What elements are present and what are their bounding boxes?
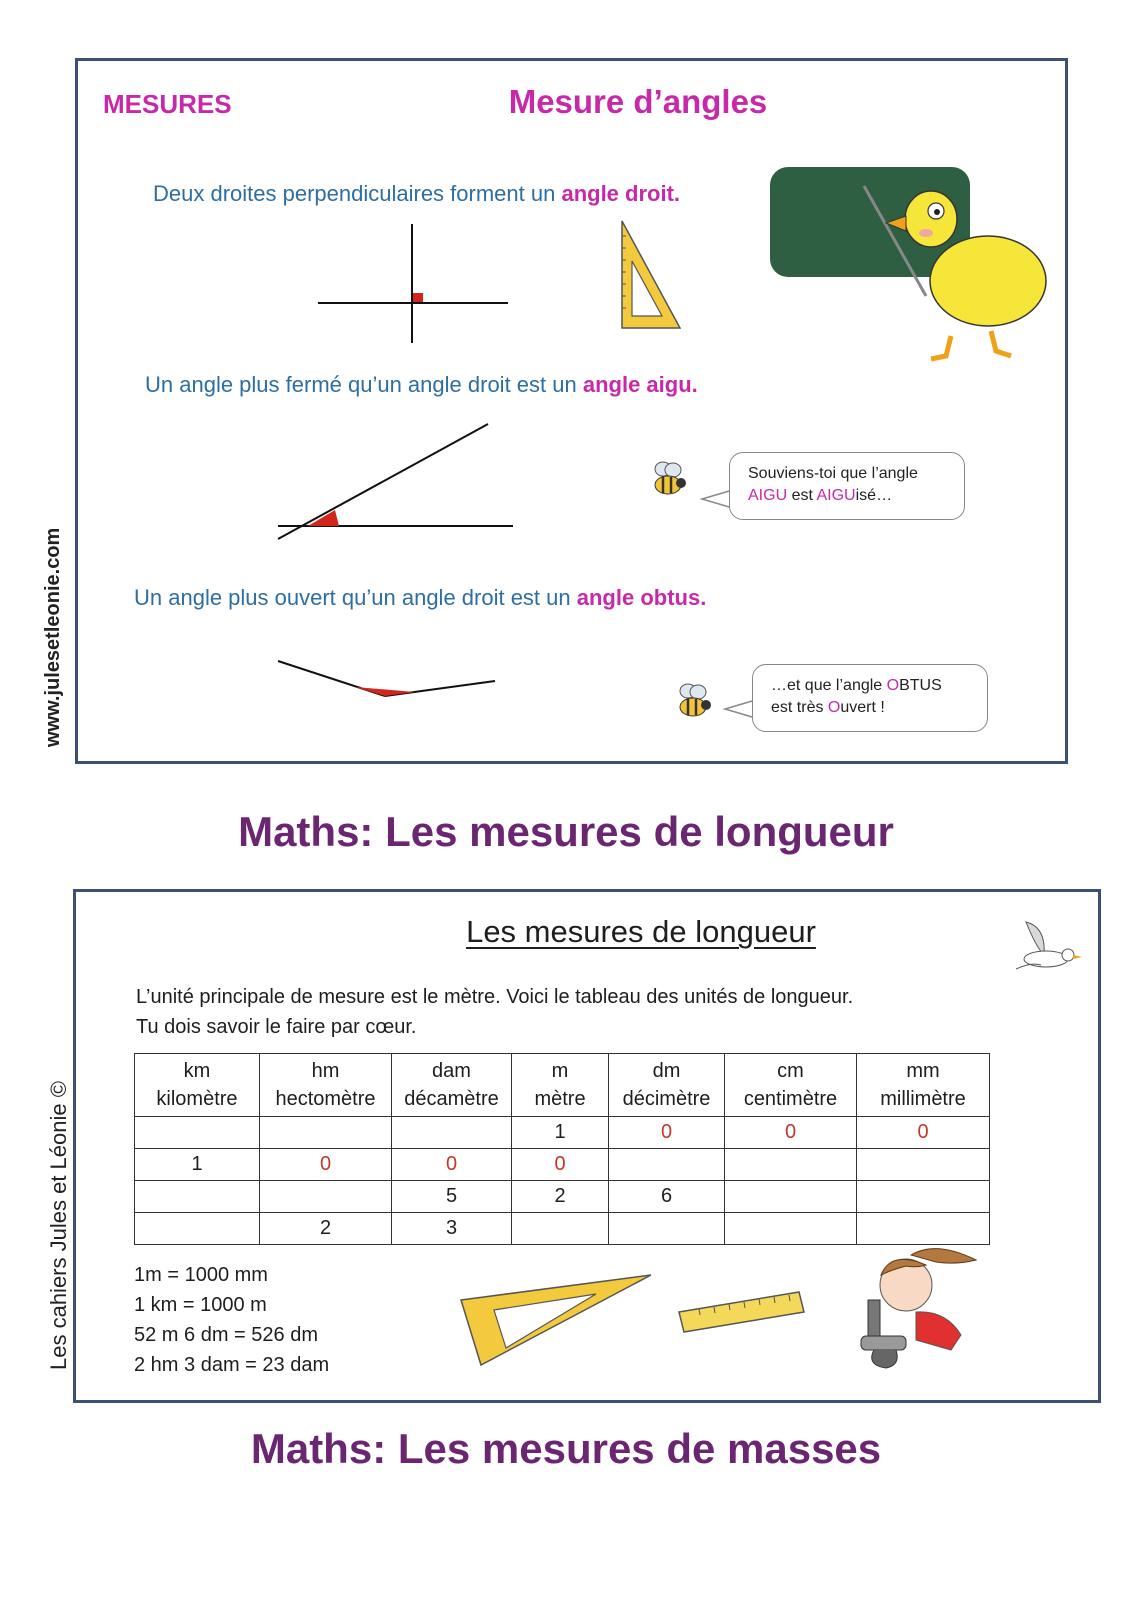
sentence-right-angle: Deux droites perpendiculaires forment un angle droit. — [153, 181, 681, 206]
table-header-cell: mm millimètre — [857, 1054, 990, 1117]
section-heading-masses: Maths: Les mesures de masses — [250, 1425, 882, 1472]
table-cell — [725, 1213, 857, 1245]
set-square-icon — [616, 216, 686, 336]
equations-list — [134, 1260, 329, 1380]
speech-bubble-obtuse: …et que l’angle OBTUS est très Ouvert ! — [752, 664, 988, 732]
table-cell: 0 — [512, 1149, 609, 1181]
obtuse-angle-drawing — [273, 651, 503, 711]
ruler-icon — [674, 1287, 809, 1342]
table-cell — [609, 1149, 725, 1181]
table-cell — [857, 1149, 990, 1181]
table-cell — [857, 1181, 990, 1213]
girl-microscope-illustration — [856, 1240, 986, 1375]
units-table — [134, 1053, 990, 1245]
table-header-cell: dm décimètre — [609, 1054, 725, 1117]
table-row — [135, 1181, 990, 1213]
table-cell — [260, 1117, 392, 1149]
table-cell — [260, 1181, 392, 1213]
table-cell: 5 — [392, 1181, 512, 1213]
table-header-cell: m mètre — [512, 1054, 609, 1117]
table-cell — [135, 1117, 260, 1149]
sentence-obtuse-angle: Un angle plus ouvert qu’un angle droit est un angle obtus. — [134, 585, 707, 610]
equation: 52 m 6 dm = 526 dm — [134, 1324, 318, 1346]
table-cell — [135, 1213, 260, 1245]
intro-text: L’unité principale de mesure est le mètre. Voici le tableau des unités de longueur. Tu dois savoir le faire par cœur. — [136, 986, 854, 1038]
bee-icon — [643, 459, 693, 501]
seagull-icon — [1006, 917, 1086, 982]
angles-card — [75, 58, 1068, 764]
equation: 1m = 1000 mm — [134, 1264, 268, 1286]
acute-angle-drawing — [273, 416, 518, 546]
table-cell: 3 — [392, 1213, 512, 1245]
length-card — [73, 889, 1101, 1403]
table-cell: 0 — [857, 1117, 990, 1149]
table-cell: 0 — [392, 1149, 512, 1181]
section-heading-length: Maths: Les mesures de longueur — [238, 808, 894, 855]
sentence-acute-angle: Un angle plus fermé qu’un angle droit est un angle aigu. — [145, 372, 698, 397]
table-row — [135, 1117, 990, 1149]
duck-teacher-illustration — [766, 161, 1056, 366]
table-header-cell: hm hectomètre — [260, 1054, 392, 1117]
table-header-cell: cm centimètre — [725, 1054, 857, 1117]
table-cell — [725, 1181, 857, 1213]
bee-icon-2 — [668, 681, 718, 723]
category-label: MESURES — [103, 89, 232, 119]
table-header-row — [135, 1054, 990, 1117]
table-cell — [512, 1213, 609, 1245]
table-cell: 1 — [512, 1117, 609, 1149]
table-header-cell: dam décamètre — [392, 1054, 512, 1117]
table-cell: 1 — [135, 1149, 260, 1181]
table-cell — [609, 1213, 725, 1245]
table-cell — [392, 1117, 512, 1149]
table-header-cell: km kilomètre — [135, 1054, 260, 1117]
table-cell: 6 — [609, 1181, 725, 1213]
equation: 1 km = 1000 m — [134, 1294, 267, 1316]
table-cell: 0 — [260, 1149, 392, 1181]
set-square-yellow-icon — [456, 1270, 656, 1370]
table-cell: 2 — [260, 1213, 392, 1245]
table-row — [135, 1149, 990, 1181]
table-cell: 2 — [512, 1181, 609, 1213]
copyright-side-text: Les cahiers Jules et Léonie © — [46, 1081, 71, 1370]
card-title-length: Les mesures de longueur — [466, 914, 816, 949]
website-side-text: www.julesetleonie.com — [42, 527, 64, 747]
table-cell: 0 — [609, 1117, 725, 1149]
right-angle-drawing — [308, 216, 518, 351]
table-cell — [135, 1181, 260, 1213]
speech-bubble-acute: Souviens-toi que l’angle AIGU est AIGUisé… — [729, 452, 965, 520]
equation: 2 hm 3 dam = 23 dam — [134, 1354, 330, 1376]
table-cell — [725, 1149, 857, 1181]
card-title: Mesure d’angles — [508, 83, 768, 120]
table-cell: 0 — [725, 1117, 857, 1149]
